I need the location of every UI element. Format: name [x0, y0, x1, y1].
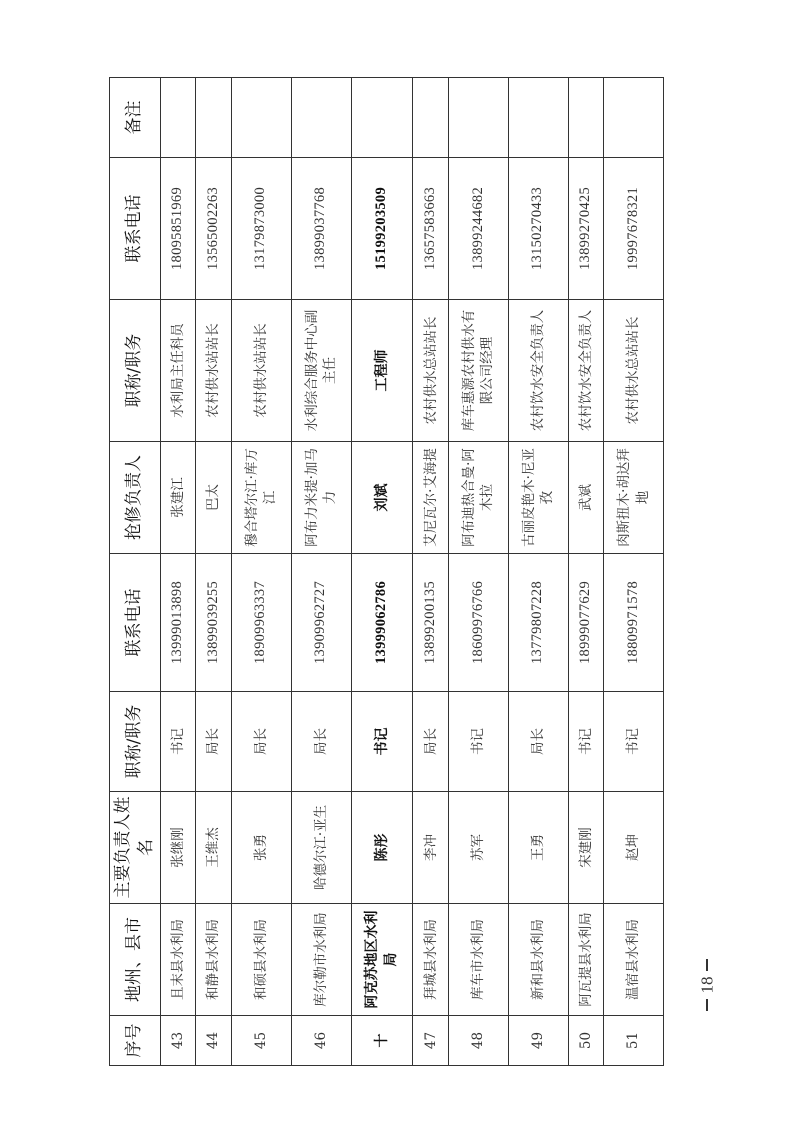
row-remarks	[448, 78, 508, 158]
table-row	[231, 78, 291, 1066]
row-repair-title: 农村饮水安全负责人	[568, 300, 603, 442]
row-repair: 艾尼瓦尔·艾海提	[413, 442, 448, 554]
page-number-text: 18	[697, 976, 716, 994]
row-remarks	[413, 78, 448, 158]
header-region: 地州、县市	[110, 904, 161, 1016]
row-repair-phone: 15199203509	[351, 158, 413, 300]
row-remarks	[196, 78, 231, 158]
table-row	[508, 78, 568, 1066]
row-leader-title: 局长	[231, 692, 291, 792]
row-repair-title: 水利综合服务中心副主任	[291, 300, 351, 442]
row-region: 新和县水利局	[508, 904, 568, 1016]
table-row	[568, 78, 603, 1066]
row-repair-phone: 18095851969	[160, 158, 195, 300]
header-repair-title: 职称/职务	[110, 300, 161, 442]
row-region: 阿克苏地区水利局	[351, 904, 413, 1016]
row-repair-phone: 13565002263	[196, 158, 231, 300]
row-seq: 48	[448, 1016, 508, 1066]
row-seq: 47	[413, 1016, 448, 1066]
table-row	[604, 78, 664, 1066]
row-repair: 刘斌	[351, 442, 413, 554]
row-leader-phone: 13899200135	[413, 554, 448, 692]
row-leader: 张勇	[231, 792, 291, 904]
row-seq: 46	[291, 1016, 351, 1066]
row-repair-title: 库车惠源农村供水有限公司经理	[448, 300, 508, 442]
row-leader: 张继刚	[160, 792, 195, 904]
row-leader-phone: 18609976766	[448, 554, 508, 692]
row-leader-phone: 18999077629	[568, 554, 603, 692]
page-dash-bottom	[706, 999, 708, 1011]
row-leader: 赵坤	[604, 792, 664, 904]
row-leader-phone: 13999062786	[351, 554, 413, 692]
table-row	[291, 78, 351, 1066]
row-leader: 王维杰	[196, 792, 231, 904]
row-region: 温宿县水利局	[604, 904, 664, 1016]
row-repair-title: 工程师	[351, 300, 413, 442]
row-repair: 张建江	[160, 442, 195, 554]
header-remarks: 备注	[110, 78, 161, 158]
page-number	[692, 955, 722, 1015]
row-seq: 50	[568, 1016, 603, 1066]
row-leader-phone: 18809971578	[604, 554, 664, 692]
header-seq: 序号	[110, 1016, 161, 1066]
header-repair: 抢修负责人	[110, 442, 161, 554]
row-repair-phone: 13179873000	[231, 158, 291, 300]
row-repair-title: 农村供水站站长	[196, 300, 231, 442]
row-seq: 44	[196, 1016, 231, 1066]
page-dash-top	[706, 959, 708, 971]
row-region: 库尔勒市水利局	[291, 904, 351, 1016]
header-leader: 主要负责人姓名	[110, 792, 161, 904]
row-region: 和硕县水利局	[231, 904, 291, 1016]
row-leader-title: 书记	[160, 692, 195, 792]
water-contacts-table-rotated	[109, 78, 664, 1066]
header-repair-phone: 联系电话	[110, 158, 161, 300]
row-seq: 45	[231, 1016, 291, 1066]
row-remarks	[508, 78, 568, 158]
row-remarks	[604, 78, 664, 158]
row-repair-phone: 13899244682	[448, 158, 508, 300]
row-repair: 肉斯扭木·胡达拜地	[604, 442, 664, 554]
contacts-table	[109, 77, 664, 1066]
row-seq: 51	[604, 1016, 664, 1066]
row-repair: 穆合塔尔江·库万江	[231, 442, 291, 554]
row-leader-title: 局长	[413, 692, 448, 792]
table-row	[413, 78, 448, 1066]
row-repair: 武斌	[568, 442, 603, 554]
row-seq: 43	[160, 1016, 195, 1066]
row-repair-title: 农村饮水安全负责人	[508, 300, 568, 442]
row-remarks	[291, 78, 351, 158]
header-leader-title: 职称/职务	[110, 692, 161, 792]
table-row	[196, 78, 231, 1066]
row-region: 拜城县水利局	[413, 904, 448, 1016]
table-header-row	[110, 78, 161, 1066]
row-repair-phone: 13899037768	[291, 158, 351, 300]
table-row	[160, 78, 195, 1066]
row-leader-title: 局长	[291, 692, 351, 792]
table-row	[351, 78, 413, 1066]
row-repair-phone: 19997678321	[604, 158, 664, 300]
row-leader-title: 书记	[604, 692, 664, 792]
row-region: 阿瓦提县水利局	[568, 904, 603, 1016]
row-leader-phone: 13909962727	[291, 554, 351, 692]
row-leader: 宋建刚	[568, 792, 603, 904]
table-body	[160, 78, 663, 1066]
row-repair-title: 水利局主任科员	[160, 300, 195, 442]
table-row	[448, 78, 508, 1066]
row-leader: 哈德尔江·亚生	[291, 792, 351, 904]
header-leader-phone: 联系电话	[110, 554, 161, 692]
row-seq: 十	[351, 1016, 413, 1066]
row-repair-title: 农村供水总站站长	[413, 300, 448, 442]
row-leader-title: 书记	[568, 692, 603, 792]
row-leader-phone: 13779807228	[508, 554, 568, 692]
row-region: 和静县水利局	[196, 904, 231, 1016]
row-leader-phone: 13999013898	[160, 554, 195, 692]
row-repair: 阿布力米提·加马力	[291, 442, 351, 554]
row-leader-title: 书记	[351, 692, 413, 792]
row-repair-title: 农村供水总站站长	[604, 300, 664, 442]
row-leader-title: 局长	[508, 692, 568, 792]
row-seq: 49	[508, 1016, 568, 1066]
row-repair: 古丽皮艳木·尼亚孜	[508, 442, 568, 554]
row-leader-title: 局长	[196, 692, 231, 792]
row-region: 且末县水利局	[160, 904, 195, 1016]
row-leader-phone: 18909963337	[231, 554, 291, 692]
row-leader-title: 书记	[448, 692, 508, 792]
row-leader: 李冲	[413, 792, 448, 904]
row-repair: 阿布迪热合曼·阿木拉	[448, 442, 508, 554]
row-leader-phone: 13899039255	[196, 554, 231, 692]
row-remarks	[568, 78, 603, 158]
row-repair-phone: 13657583663	[413, 158, 448, 300]
row-repair-title: 农村供水站站长	[231, 300, 291, 442]
row-leader: 苏军	[448, 792, 508, 904]
row-region: 库车市水利局	[448, 904, 508, 1016]
row-leader: 陈彤	[351, 792, 413, 904]
row-repair: 巴太	[196, 442, 231, 554]
row-remarks	[351, 78, 413, 158]
row-repair-phone: 13150270433	[508, 158, 568, 300]
row-repair-phone: 13899270425	[568, 158, 603, 300]
row-leader: 王勇	[508, 792, 568, 904]
row-remarks	[160, 78, 195, 158]
row-remarks	[231, 78, 291, 158]
